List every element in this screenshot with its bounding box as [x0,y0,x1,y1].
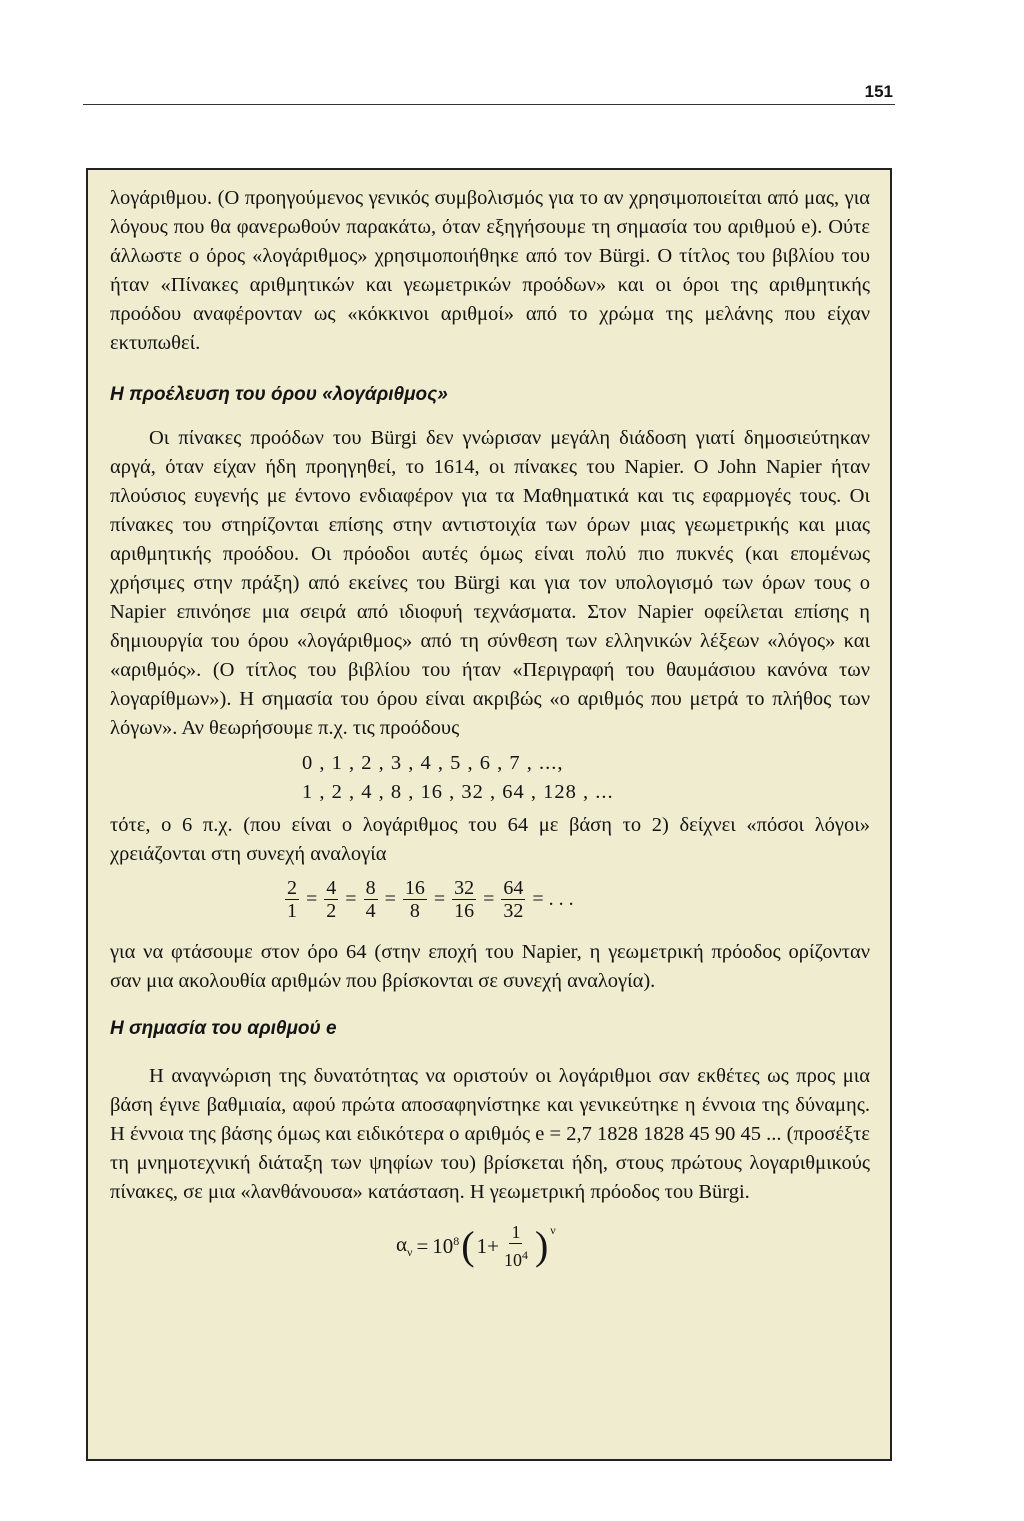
fraction-denominator: 4 [365,900,376,922]
formula-denominator-exponent: 4 [521,1248,528,1262]
fraction-denominator: 2 [326,900,337,922]
close-paren: ) [534,1223,549,1268]
formula-fraction-numerator: 1 [511,1222,521,1242]
formula-lhs-subscript: ν [407,1245,413,1260]
formula-base [432,1234,459,1259]
equals-sign: = [483,888,495,910]
fraction-numerator: 16 [404,877,425,899]
fraction-denominator: 8 [409,900,420,922]
formula-lhs [396,1232,412,1260]
continued-proportion [110,877,870,922]
formula-one-plus: 1+ [476,1233,499,1258]
formula-base-exponent: 8 [453,1233,460,1248]
fraction [501,877,525,922]
arithmetic-sequence: 0 , 1 , 2 , 3 , 4 , 5 , 6 , 7 , ..., [302,752,564,774]
fraction-numerator: 32 [454,877,475,899]
fraction-denominator: 16 [454,900,475,922]
equals-sign: = [384,888,396,910]
open-paren: ( [461,1223,475,1268]
equals-sign: = [433,888,446,910]
text-box [86,168,892,1461]
fraction-numerator: 2 [287,877,297,899]
paragraph-4: για να φτάσουμε στον όρο 64 (στην εποχή του Napier, η γεωμετρική πρόοδος ορίζονταν σαν μια ακολουθία αριθμών που βρίσκονται σε συνεχή αναλογία). [110,941,870,992]
fraction-numerator: 64 [503,877,524,899]
paragraph-5: Η αναγνώριση της δυνατότητας να οριστούν οι λογάριθμοι σαν εκθέτες ως προς μια βάση έγινε βαθμιαία, αφού πρώτα αποσαφηνίστηκε και γενικεύτηκε η έννοια της δύναμης. Η έννοια της βάσης όμως και ειδικότερα ο αριθμός e = 2,7 1828 1828 45 90 45 ... (προσέξτε τη μνημοτεχνική διάταξη των ψηφίων του) βρίσκεται ήδη, στους πρώτους λογαριθμικούς πίνακες, σε μια «λανθάνουσα» κατάσταση. Η γεωμετρική πρόοδος του Bürgi. [110,1065,870,1203]
page-number: 151 [864,82,893,101]
header-rule [83,104,895,105]
paragraph-1: λογάριθμου. (Ο προηγούμενος γενικός συμβολισμός για το αν χρησιμοποιείται από μας, για λόγους που θα φανερωθούν παρακάτω, όταν εξηγήσουμε τη σημασία του αριθμού e). Ούτε άλλωστε ο όρος «λογάριθμος» χρησιμοποιήθηκε από τον Bürgi. Ο τίτλος του βιβλίου του ήταν «Πίνακες αριθμητικών και γεωμετρικών προόδων» και οι όροι της αριθμητικής προόδου αναφέρονταν ως «κόκκινοι αριθμοί» από το χρώμα της μελάνης που είχαν εκτυπωθεί. [110,187,870,354]
burgi-formula [110,1221,870,1271]
trailing-ellipsis: = . . . [532,888,574,910]
formula-outer-exponent: ν [550,1223,556,1237]
formula-alpha: α [396,1231,408,1256]
fraction [452,877,476,922]
fraction [403,877,427,922]
formula-fraction-denominator [502,1244,530,1271]
equals-sign: = [345,888,357,910]
fraction-numerator: 8 [365,877,376,899]
fraction [364,877,378,922]
fraction-denominator: 1 [287,900,297,922]
formula-base-value: 10 [432,1233,454,1258]
section-heading-origin: Η προέλευση του όρου «λογάριθμος» [110,384,448,405]
sequences [110,749,870,807]
formula-denominator-base: 10 [503,1250,522,1270]
formula-fraction [502,1221,530,1271]
section-heading-number-e: Η σημασία του αριθμού e [110,1018,337,1039]
paragraph-3: τότε, ο 6 π.χ. (που είναι ο λογάριθμος του 64 με βάση το 2) δείχνει «πόσοι λόγοι» χρειάζονται στη συνεχή αναλογία [110,814,870,865]
paragraph-2: Οι πίνακες προόδων του Bürgi δεν γνώρισαν μεγάλη διάδοση γιατί δημοσιεύτηκαν αργά, όταν είχαν ήδη προηγηθεί, το 1614, οι πίνακες του Napier. Ο John Napier ήταν πλούσιος ευγενής με έντονο ενδιαφέρον για τα Μαθηματικά και τις εφαρμογές τους. Οι πίνακες του στηρίζονται επίσης στην αντιστοιχία των όρων μιας γεωμετρικής και μιας αριθμητικής προόδου. Οι πρόοδοι αυτές όμως είναι πολύ πιο πυκνές (και επομένως χρήσιμες στην πράξη) από εκείνες του Bürgi και για τον υπολογισμό των όρων τους ο Napier επινόησε μια σειρά από ιδιοφυή τεχνάσματα. Στον Napier οφείλεται επίσης η δημιουργία του όρου «λογάριθμος» από τη σύνθεση των ελληνικών λέξεων «λόγος» και «αριθμός». (Ο τίτλος του βιβλίου του ήταν «Περιγραφή του θαυμάσιου κανόνα των λογαρίθμων»). Η σημασία του όρου είναι ακριβώς «ο αριθμός που μετρά το πλήθος των λόγων». Αν θεωρήσουμε π.χ. τις προόδους [110,427,870,739]
fraction [285,877,299,922]
fraction [324,877,338,922]
fraction-numerator: 4 [326,877,337,899]
equals-sign: = [306,888,318,910]
geometric-sequence: 1 , 2 , 4 , 8 , 16 , 32 , 64 , 128 , ... [302,781,614,803]
fraction-denominator: 32 [503,900,524,922]
formula-equals: = [416,1233,429,1258]
